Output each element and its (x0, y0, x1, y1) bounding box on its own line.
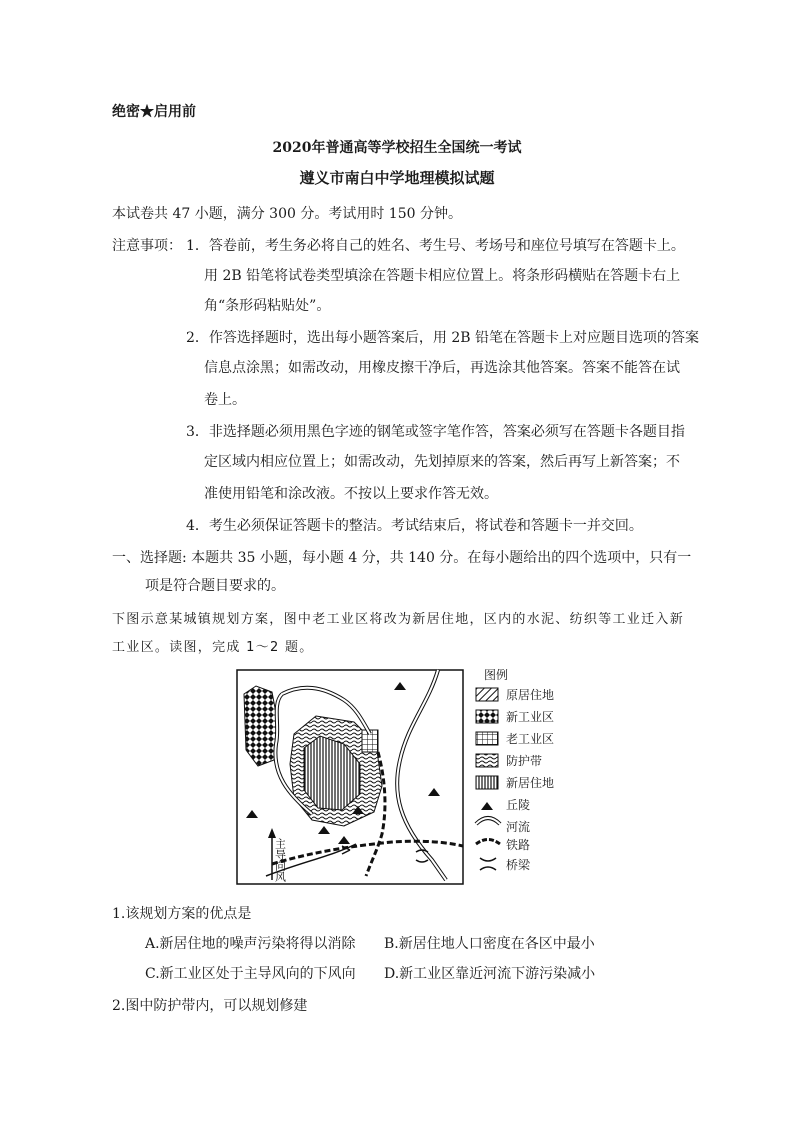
legend-title: 图例 (484, 668, 509, 682)
question-1-option-d: D.新工业区靠近河流下游污染减小 (384, 966, 596, 982)
legend-swatch-hill (481, 802, 493, 810)
legend-swatch-old-industrial (476, 732, 498, 745)
notice-item-2-line-2: 信息点涂黑；如需改动，用橡皮擦干净后，再选涂其他答案。答案不能答在试 (204, 360, 680, 376)
legend-label-railway: 铁路 (506, 838, 531, 852)
legend-label-river: 河流 (506, 820, 531, 834)
question-1-stem: 1.该规划方案的优点是 (112, 906, 252, 922)
legend-label-old-industrial: 老工业区 (506, 732, 555, 746)
notice-item-2-line-3: 卷上。 (204, 392, 246, 408)
legend-swatch-original-residential (476, 688, 498, 701)
exam-title: 2020年普通高等学校招生全国统一考试 (272, 140, 522, 156)
town-planning-map (232, 664, 566, 896)
section-heading-line-1: 一、选择题: 本题共 35 小题，每小题 4 分，共 140 分。在每小题给出的四个选项中，只有一 (112, 550, 692, 566)
notice-item-3-line-1: 3．非选择题必须用黑色字迹的钢笔或签字笔作答，答案必须写在答题卡各题目指 (186, 424, 685, 440)
notice-item-1-line-1: 1．答卷前，考生务必将自己的姓名、考生号、考场号和座位号填写在答题卡上。 (186, 238, 685, 254)
legend-swatch-new-residential (476, 776, 498, 789)
notice-item-2-line-1: 2．作答选择题时，选出每小题答案后，用 2B 铅笔在答题卡上对应题目选项的答案 (186, 330, 700, 346)
legend-swatch-new-industrial (476, 710, 498, 723)
intro-text: 本试卷共 47 小题，满分 300 分。考试用时 150 分钟。 (112, 206, 462, 222)
notice-label: 注意事项： (112, 238, 182, 254)
legend-swatch-protective-belt (476, 754, 498, 767)
legend-label-hill: 丘陵 (506, 798, 531, 812)
question-2-stem: 2.图中防护带内，可以规划修建 (112, 998, 308, 1014)
paper-title: 遵义市南白中学地理模拟试题 (299, 169, 495, 187)
passage-line-2: 工业区。读图，完成 1～2 题。 (112, 640, 314, 655)
legend-label-new-residential: 新居住地 (506, 776, 555, 790)
question-1-option-b: B.新居住地人口密度在各区中最小 (384, 936, 595, 952)
legend-swatch-railway (476, 840, 500, 845)
question-1-option-c: C.新工业区处于主导风向的下风向 (145, 966, 356, 982)
notice-item-1-line-2: 用 2B 铅笔将试卷类型填涂在答题卡相应位置上。将条形码横贴在答题卡右上 (204, 268, 681, 284)
legend-swatch-bridge (480, 858, 496, 870)
notice-item-3-line-2: 定区域内相应位置上；如需改动，先划掉原来的答案，然后再写上新答案；不 (204, 454, 680, 470)
notice-item-3-line-3: 准使用铅笔和涂改液。不按以上要求作答无效。 (204, 486, 498, 502)
notice-item-4-line-1: 4．考生必须保证答题卡的整洁。考试结束后，将试卷和答题卡一并交回。 (186, 518, 643, 534)
legend-label-new-industrial: 新工业区 (506, 710, 555, 724)
question-1-option-a: A.新居住地的噪声污染将得以消除 (145, 936, 356, 952)
legend-label-protective-belt: 防护带 (506, 754, 543, 768)
wind-label: 主导向风 (273, 838, 287, 882)
section-heading-line-2: 项是符合题目要求的。 (145, 578, 285, 594)
secret-label: 绝密★启用前 (112, 104, 196, 120)
passage-line-1: 下图示意某城镇规划方案，图中老工业区将改为新居住地，区内的水泥、纺织等工业迁入新 (112, 612, 685, 627)
new-industrial-area (244, 686, 278, 766)
legend-label-bridge: 桥梁 (506, 858, 531, 872)
legend-label-original-residential: 原居住地 (506, 688, 555, 702)
notice-item-1-line-3: 角“条形码粘贴处”。 (204, 298, 331, 314)
